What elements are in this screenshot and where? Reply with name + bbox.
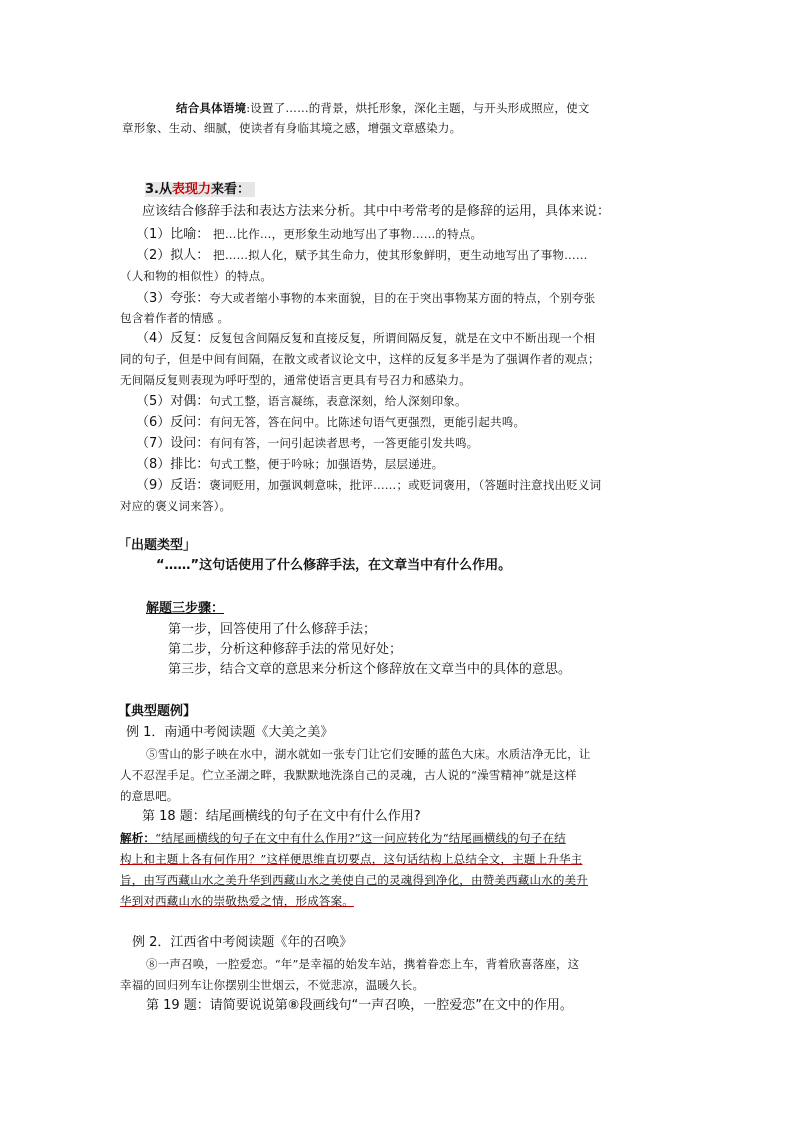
- rhetoric-item: （9）反语：褒词贬用，加强讽刺意味，批评……；或贬词褒用，（答题时注意找出贬义词: [136, 478, 602, 493]
- example1-analysis-line: 华到对西藏山水的崇敬热爱之情，形成答案。: [120, 894, 354, 908]
- example2-passage-line: ⑧一声召唤，一腔爱恋。“年”是幸福的始发车站，携着眷恋上车，背着欣喜落座，这: [146, 957, 580, 971]
- rhetoric-item-cont: 包含着作者的情感 。: [120, 311, 230, 325]
- example2-question: 第 19 题：请简要说说第⑧段画线句“一声召唤，一腔爱恋”在文中的作用。: [146, 998, 573, 1013]
- rhetoric-item: （2）拟人： 把……拟人化，赋予其生命力，使其形象鲜明，更生动地写出了事物……: [136, 248, 588, 263]
- example2-passage-line: 幸福的回归列车让你摆别尘世烟云，不觉悲凉，温暖久长。: [120, 978, 425, 992]
- rhetoric-item-cont: 同的句子，但是中间有间隔，在散文或者议论文中，这样的反复多半是为了强调作者的观点；: [120, 352, 600, 366]
- example1-passage-line: 的意思吧。: [120, 789, 179, 803]
- rhetoric-item: （5）对偶：句式工整，语言凝练，表意深刻，给人深刻印象。: [136, 394, 467, 409]
- section3-keyword: 表现力: [171, 182, 211, 197]
- example1-analysis-line: 构上和主题上各有何作用？”这样便思维直切要点，这句话结构上总结全文，主题上升华主: [120, 852, 583, 866]
- steps-heading: 解题三步骤：: [146, 601, 225, 616]
- rhetoric-item: （1）比喻： 把…比作…，更形象生动地写出了事物……的特点。: [136, 227, 483, 242]
- rhetoric-item: （6）反问：有问无答，答在问中。比陈述句语气更强烈，更能引起共鸣。: [136, 415, 526, 430]
- example1-question: 第 18 题：结尾画横线的句子在文中有什么作用?: [142, 809, 421, 824]
- rhetoric-item-cont: 无间隔反复则表现为呼吁型的，通常使语言更具有号召力和感染力。: [120, 373, 471, 387]
- section3-suffix: 来看：: [211, 182, 251, 197]
- intro-line-2: 章形象、生动、细腻，使读者有身临其境之感，增强文章感染力。: [122, 121, 462, 135]
- rhetoric-item: （4）反复：反复包含间隔反复和直接反复，所谓间隔反复，就是在文中不断出现一个相: [136, 331, 596, 346]
- intro-text: :设置了……的背景，烘托形象，深化主题，与开头形成照应，使文: [246, 101, 590, 115]
- example2-title: 例 2．江西省中考阅读题《年的召唤》: [132, 935, 353, 950]
- example1-passage-line: 人不忍涅手足。伫立圣湖之畔，我默默地洗涤自己的灵魂，古人说的“澡雪精神”就是这样: [120, 768, 577, 782]
- step-item: 第三步，结合文章的意思来分析这个修辞放在文章当中的具体的意思。: [168, 662, 572, 677]
- rhetoric-item-cont: （人和物的相似性）的特点。: [120, 269, 273, 283]
- intro-line-1: [176, 99, 590, 117]
- section3-heading: [145, 181, 255, 199]
- question-type-question: “……”这句话使用了什么修辞手法，在文章当中有什么作用。: [156, 558, 512, 573]
- example1-analysis-line: 解析：“结尾画横线的句子在文中有什么作用?”这一问应转化为“结尾画横线的句子在结: [120, 831, 566, 845]
- step-item: 第一步，回答使用了什么修辞手法；: [168, 622, 377, 637]
- intro-lead: 结合具体语境: [176, 101, 247, 115]
- example1-passage-line: ⑤雪山的影子映在水中，湖水就如一张专门让它们安睡的蓝色大床。水质洁净无比，让: [146, 747, 591, 761]
- section3-prefix: 3.从: [145, 182, 172, 197]
- example1-title: 例 1．南通中考阅读题《大美之美》: [126, 725, 334, 740]
- examples-heading: 【典型题例】: [118, 704, 197, 719]
- rhetoric-item: （3）夸张：夸大或者缩小事物的本来面貌，目的在于突出事物某方面的特点，个别夸张: [136, 291, 596, 306]
- step-item: 第二步，分析这种修辞手法的常见好处；: [168, 642, 403, 657]
- rhetoric-item: （8）排比：句式工整，便于吟咏；加强语势，层层递进。: [136, 457, 444, 472]
- rhetoric-item-cont: 对应的褒义词来答）。: [120, 499, 232, 513]
- rhetoric-item: （7）设问：有问有答，一问引起读者思考，一答更能引发共鸣。: [136, 436, 479, 451]
- section3-intro: 应该结合修辞手法和表达方法来分析。其中中考常考的是修辞的运用，具体来说：: [142, 204, 611, 219]
- example1-analysis-line: 旨，由写西藏山水之美升华到西藏山水之美使自己的灵魂得到净化，由赞美西藏山水的美升: [120, 873, 588, 887]
- question-type-heading: 「出题类型」: [118, 538, 197, 553]
